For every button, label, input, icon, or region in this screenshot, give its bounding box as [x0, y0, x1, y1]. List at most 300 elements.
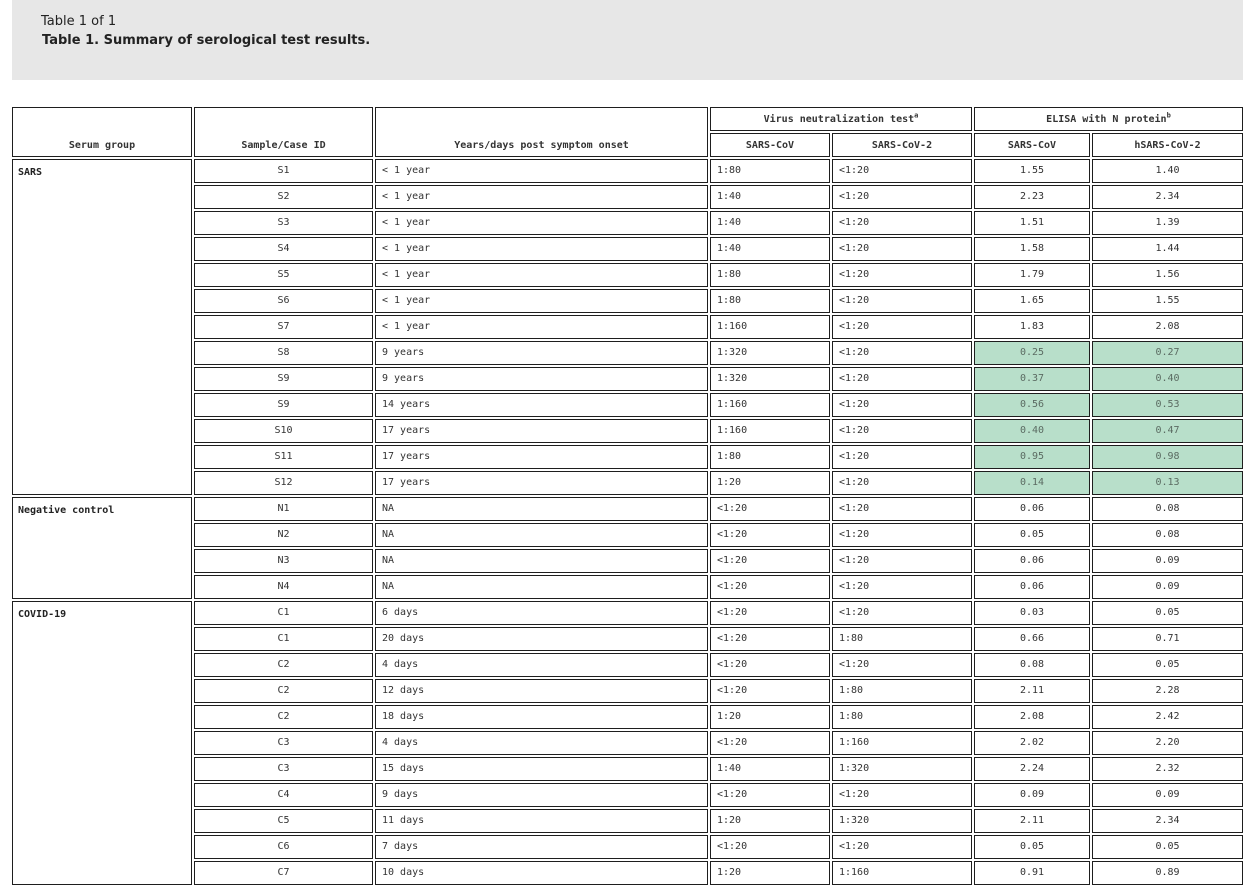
- cell-vnt-sars-cov-value: 1:20: [717, 477, 742, 488]
- cell-sample-id: [194, 601, 373, 625]
- cell-vnt-sars-cov: [710, 861, 830, 885]
- cell-vnt-sars-cov-2: [832, 601, 972, 625]
- cell-elisa-sars-cov-value: 0.40: [1019, 425, 1045, 436]
- cell-elisa-hsars-cov-2: [1092, 601, 1243, 625]
- cell-vnt-sars-cov: [710, 731, 830, 755]
- cell-vnt-sars-cov: [710, 575, 830, 599]
- cell-vnt-sars-cov-2: [832, 471, 972, 495]
- cell-vnt-sars-cov-value: <1:20: [717, 581, 748, 592]
- cell-elisa-hsars-cov-2: [1092, 861, 1243, 885]
- cell-elisa-sars-cov: [974, 653, 1090, 677]
- cell-sample-id-value: C2: [277, 685, 290, 696]
- cell-elisa-hsars-cov-2-value: 0.27: [1155, 347, 1180, 358]
- cell-time-post-onset-value: 15 days: [382, 763, 425, 774]
- cell-sample-id: [194, 705, 373, 729]
- cell-elisa-hsars-cov-2-value: 2.34: [1155, 815, 1180, 826]
- cell-elisa-hsars-cov-2-value: 0.09: [1155, 581, 1180, 592]
- cell-vnt-sars-cov: [710, 679, 830, 703]
- cell-elisa-hsars-cov-2-value: 2.20: [1155, 737, 1180, 748]
- cell-sample-id-value: C1: [277, 607, 290, 618]
- cell-elisa-hsars-cov-2-value: 0.08: [1155, 503, 1180, 514]
- cell-elisa-hsars-cov-2: [1092, 679, 1243, 703]
- cell-elisa-sars-cov-value: 2.11: [1019, 815, 1045, 826]
- cell-elisa-sars-cov-value: 2.02: [1019, 737, 1045, 748]
- cell-sample-id: [194, 263, 373, 287]
- cell-vnt-sars-cov-value: 1:160: [717, 425, 748, 436]
- cell-sample-id: [194, 445, 373, 469]
- cell-elisa-hsars-cov-2: [1092, 237, 1243, 261]
- cell-vnt-sars-cov-2-value: <1:20: [839, 269, 870, 280]
- cell-time-post-onset: [375, 653, 708, 677]
- cell-time-post-onset: [375, 835, 708, 859]
- cell-time-post-onset: [375, 315, 708, 339]
- cell-elisa-sars-cov-value: 0.09: [1019, 789, 1045, 800]
- cell-elisa-sars-cov-value: 1.83: [1019, 321, 1045, 332]
- cell-vnt-sars-cov-value: 1:160: [717, 321, 748, 332]
- cell-elisa-sars-cov: [974, 705, 1090, 729]
- cell-time-post-onset-value: NA: [382, 529, 395, 540]
- cell-vnt-sars-cov: [710, 185, 830, 209]
- col-group-elisa-label: ELISA with N protein: [1046, 114, 1167, 125]
- cell-time-post-onset: [375, 211, 708, 235]
- cell-elisa-sars-cov-value: 2.08: [1019, 711, 1045, 722]
- cell-time-post-onset-value: 11 days: [382, 815, 425, 826]
- cell-time-post-onset: [375, 731, 708, 755]
- serum-group-cell: [12, 159, 192, 495]
- cell-elisa-sars-cov: [974, 809, 1090, 833]
- cell-sample-id: [194, 185, 373, 209]
- col-header-vnt-sars-cov: [710, 133, 830, 157]
- col-header-elisa-sars-cov: [974, 133, 1090, 157]
- cell-elisa-sars-cov-value: 0.08: [1019, 659, 1045, 670]
- cell-vnt-sars-cov-2: [832, 159, 972, 183]
- cell-elisa-sars-cov-value: 0.95: [1019, 451, 1045, 462]
- footnote-b: b: [1166, 111, 1171, 120]
- cell-elisa-hsars-cov-2-value: 1.39: [1155, 217, 1180, 228]
- cell-vnt-sars-cov-value: <1:20: [717, 659, 748, 670]
- cell-sample-id-value: S2: [277, 191, 290, 202]
- cell-elisa-sars-cov-value: 1.51: [1019, 217, 1045, 228]
- cell-elisa-sars-cov-value: 0.06: [1019, 555, 1045, 566]
- cell-vnt-sars-cov-2-value: <1:20: [839, 659, 870, 670]
- cell-elisa-sars-cov-value: 1.58: [1019, 243, 1045, 254]
- cell-vnt-sars-cov-2: [832, 367, 972, 391]
- cell-elisa-hsars-cov-2-value: 1.44: [1155, 243, 1180, 254]
- cell-elisa-sars-cov-value: 1.65: [1019, 295, 1045, 306]
- cell-sample-id: [194, 653, 373, 677]
- cell-time-post-onset-value: 17 years: [382, 477, 431, 488]
- cell-sample-id: [194, 809, 373, 833]
- cell-vnt-sars-cov-2: [832, 445, 972, 469]
- cell-time-post-onset: [375, 419, 708, 443]
- cell-elisa-sars-cov-value: 0.66: [1019, 633, 1045, 644]
- cell-elisa-sars-cov-value: 1.55: [1019, 165, 1045, 176]
- cell-vnt-sars-cov-2-value: <1:20: [839, 295, 870, 306]
- cell-elisa-sars-cov: [974, 523, 1090, 547]
- cell-sample-id-value: N2: [277, 529, 290, 540]
- cell-elisa-sars-cov: [974, 315, 1090, 339]
- cell-time-post-onset-value: < 1 year: [382, 165, 431, 176]
- cell-sample-id-value: C3: [277, 737, 290, 748]
- cell-sample-id-value: S12: [274, 477, 293, 488]
- cell-elisa-hsars-cov-2: [1092, 315, 1243, 339]
- cell-time-post-onset-value: NA: [382, 503, 395, 514]
- cell-sample-id: [194, 757, 373, 781]
- cell-vnt-sars-cov: [710, 757, 830, 781]
- cell-sample-id: [194, 341, 373, 365]
- col-group-vnt-label: Virus neutralization test: [763, 114, 915, 125]
- cell-sample-id: [194, 731, 373, 755]
- cell-sample-id: [194, 315, 373, 339]
- cell-vnt-sars-cov-2-value: <1:20: [839, 789, 870, 800]
- cell-sample-id-value: S4: [277, 243, 290, 254]
- cell-vnt-sars-cov: [710, 393, 830, 417]
- cell-elisa-sars-cov: [974, 575, 1090, 599]
- col-header-elisa-hsars-cov-2-label: hSARS-CoV-2: [1134, 140, 1201, 151]
- cell-elisa-hsars-cov-2: [1092, 523, 1243, 547]
- cell-elisa-hsars-cov-2-value: 0.08: [1155, 529, 1180, 540]
- cell-time-post-onset: [375, 185, 708, 209]
- cell-elisa-sars-cov-value: 0.06: [1019, 503, 1045, 514]
- cell-vnt-sars-cov: [710, 601, 830, 625]
- cell-vnt-sars-cov-2-value: 1:320: [839, 763, 870, 774]
- cell-vnt-sars-cov: [710, 263, 830, 287]
- table-count: Table 1 of 1: [41, 14, 117, 29]
- cell-time-post-onset-value: 6 days: [382, 607, 419, 618]
- cell-elisa-hsars-cov-2: [1092, 653, 1243, 677]
- cell-elisa-hsars-cov-2: [1092, 263, 1243, 287]
- cell-elisa-hsars-cov-2-value: 0.05: [1155, 841, 1180, 852]
- cell-elisa-sars-cov: [974, 471, 1090, 495]
- serum-group-cell: [12, 601, 192, 885]
- cell-vnt-sars-cov: [710, 705, 830, 729]
- cell-elisa-hsars-cov-2: [1092, 419, 1243, 443]
- cell-time-post-onset: [375, 237, 708, 261]
- serum-group-label: Negative control: [18, 505, 115, 516]
- col-header-sample-id-label: Sample/Case ID: [241, 140, 326, 151]
- cell-vnt-sars-cov-2: [832, 627, 972, 651]
- cell-sample-id: [194, 211, 373, 235]
- cell-elisa-hsars-cov-2-value: 0.98: [1155, 451, 1180, 462]
- cell-elisa-hsars-cov-2: [1092, 341, 1243, 365]
- cell-vnt-sars-cov-2-value: <1:20: [839, 217, 870, 228]
- cell-vnt-sars-cov-2-value: <1:20: [839, 841, 870, 852]
- cell-elisa-hsars-cov-2: [1092, 705, 1243, 729]
- cell-vnt-sars-cov-value: 1:40: [717, 243, 742, 254]
- cell-time-post-onset-value: < 1 year: [382, 295, 431, 306]
- cell-elisa-hsars-cov-2-value: 0.05: [1155, 659, 1180, 670]
- cell-sample-id-value: C1: [277, 633, 290, 644]
- cell-elisa-hsars-cov-2-value: 0.71: [1155, 633, 1180, 644]
- cell-sample-id-value: C2: [277, 711, 290, 722]
- cell-time-post-onset-value: 17 years: [382, 451, 431, 462]
- cell-sample-id-value: C2: [277, 659, 290, 670]
- cell-time-post-onset-value: 7 days: [382, 841, 419, 852]
- cell-elisa-sars-cov: [974, 497, 1090, 521]
- cell-time-post-onset: [375, 159, 708, 183]
- cell-vnt-sars-cov-2-value: 1:80: [839, 633, 864, 644]
- table-header-panel: [12, 0, 1243, 80]
- col-header-vnt-sars-cov-2: [832, 133, 972, 157]
- cell-vnt-sars-cov-2-value: 1:80: [839, 711, 864, 722]
- cell-time-post-onset-value: < 1 year: [382, 217, 431, 228]
- col-header-sample-id: [194, 107, 373, 157]
- cell-vnt-sars-cov: [710, 367, 830, 391]
- col-header-elisa-hsars-cov-2: [1092, 133, 1243, 157]
- cell-vnt-sars-cov-value: 1:160: [717, 399, 748, 410]
- cell-sample-id: [194, 549, 373, 573]
- cell-sample-id-value: S3: [277, 217, 290, 228]
- cell-vnt-sars-cov-2: [832, 835, 972, 859]
- cell-time-post-onset: [375, 575, 708, 599]
- cell-time-post-onset-value: 17 years: [382, 425, 431, 436]
- cell-time-post-onset: [375, 549, 708, 573]
- cell-vnt-sars-cov-2-value: 1:160: [839, 867, 870, 878]
- cell-time-post-onset: [375, 705, 708, 729]
- cell-elisa-hsars-cov-2-value: 0.09: [1155, 555, 1180, 566]
- cell-elisa-hsars-cov-2-value: 0.09: [1155, 789, 1180, 800]
- cell-sample-id-value: C7: [277, 867, 290, 878]
- cell-time-post-onset-value: 4 days: [382, 659, 419, 670]
- cell-time-post-onset-value: NA: [382, 555, 395, 566]
- cell-elisa-sars-cov: [974, 731, 1090, 755]
- cell-elisa-hsars-cov-2-value: 1.56: [1155, 269, 1180, 280]
- cell-vnt-sars-cov-value: 1:40: [717, 191, 742, 202]
- cell-elisa-sars-cov: [974, 861, 1090, 885]
- cell-vnt-sars-cov-2: [832, 705, 972, 729]
- cell-elisa-hsars-cov-2: [1092, 289, 1243, 313]
- cell-sample-id: [194, 575, 373, 599]
- cell-time-post-onset-value: 4 days: [382, 737, 419, 748]
- cell-time-post-onset: [375, 471, 708, 495]
- cell-sample-id-value: S5: [277, 269, 290, 280]
- cell-vnt-sars-cov-2-value: <1:20: [839, 451, 870, 462]
- cell-sample-id-value: C4: [277, 789, 290, 800]
- cell-sample-id-value: C5: [277, 815, 290, 826]
- cell-vnt-sars-cov-2: [832, 809, 972, 833]
- cell-sample-id-value: S7: [277, 321, 290, 332]
- cell-elisa-hsars-cov-2-value: 2.32: [1155, 763, 1180, 774]
- cell-elisa-sars-cov: [974, 419, 1090, 443]
- cell-sample-id-value: S8: [277, 347, 290, 358]
- cell-elisa-sars-cov: [974, 549, 1090, 573]
- cell-vnt-sars-cov-2: [832, 315, 972, 339]
- cell-vnt-sars-cov-2-value: <1:20: [839, 321, 870, 332]
- cell-vnt-sars-cov: [710, 471, 830, 495]
- cell-elisa-sars-cov-value: 1.79: [1019, 269, 1045, 280]
- cell-time-post-onset: [375, 783, 708, 807]
- cell-vnt-sars-cov: [710, 289, 830, 313]
- cell-vnt-sars-cov-value: 1:20: [717, 815, 742, 826]
- cell-time-post-onset-value: 14 years: [382, 399, 431, 410]
- cell-vnt-sars-cov-2: [832, 237, 972, 261]
- cell-vnt-sars-cov-2-value: <1:20: [839, 191, 870, 202]
- cell-sample-id-value: S9: [277, 399, 290, 410]
- col-header-elisa-sars-cov-label: SARS-CoV: [1007, 140, 1057, 151]
- cell-vnt-sars-cov-2: [832, 211, 972, 235]
- cell-vnt-sars-cov-value: 1:320: [717, 347, 748, 358]
- cell-sample-id-value: N1: [277, 503, 290, 514]
- cell-sample-id: [194, 159, 373, 183]
- cell-vnt-sars-cov-value: 1:80: [717, 165, 742, 176]
- cell-elisa-sars-cov: [974, 185, 1090, 209]
- cell-elisa-sars-cov: [974, 835, 1090, 859]
- cell-vnt-sars-cov: [710, 783, 830, 807]
- cell-time-post-onset-value: < 1 year: [382, 243, 431, 254]
- cell-vnt-sars-cov-2-value: <1:20: [839, 503, 870, 514]
- cell-vnt-sars-cov-value: <1:20: [717, 841, 748, 852]
- cell-elisa-sars-cov: [974, 159, 1090, 183]
- cell-vnt-sars-cov-2: [832, 419, 972, 443]
- cell-vnt-sars-cov-value: 1:80: [717, 295, 742, 306]
- cell-time-post-onset: [375, 497, 708, 521]
- cell-time-post-onset-value: NA: [382, 581, 395, 592]
- cell-elisa-hsars-cov-2: [1092, 471, 1243, 495]
- cell-vnt-sars-cov-2: [832, 757, 972, 781]
- cell-elisa-hsars-cov-2: [1092, 783, 1243, 807]
- cell-sample-id-value: N3: [277, 555, 290, 566]
- cell-elisa-sars-cov: [974, 289, 1090, 313]
- cell-vnt-sars-cov-value: <1:20: [717, 555, 748, 566]
- cell-sample-id: [194, 393, 373, 417]
- serum-group-cell: [12, 497, 192, 599]
- cell-elisa-sars-cov: [974, 627, 1090, 651]
- cell-elisa-hsars-cov-2: [1092, 549, 1243, 573]
- cell-elisa-hsars-cov-2: [1092, 497, 1243, 521]
- cell-vnt-sars-cov: [710, 809, 830, 833]
- col-header-serum-group-label: Serum group: [68, 140, 136, 151]
- cell-vnt-sars-cov: [710, 445, 830, 469]
- cell-vnt-sars-cov: [710, 497, 830, 521]
- cell-vnt-sars-cov-2-value: <1:20: [839, 373, 870, 384]
- cell-vnt-sars-cov: [710, 159, 830, 183]
- cell-time-post-onset-value: < 1 year: [382, 269, 431, 280]
- cell-vnt-sars-cov-value: 1:80: [717, 451, 742, 462]
- cell-vnt-sars-cov-value: 1:80: [717, 269, 742, 280]
- cell-time-post-onset: [375, 627, 708, 651]
- cell-vnt-sars-cov-2-value: <1:20: [839, 399, 870, 410]
- cell-elisa-sars-cov-value: 0.91: [1019, 867, 1045, 878]
- cell-elisa-hsars-cov-2: [1092, 731, 1243, 755]
- col-header-serum-group: [12, 107, 192, 157]
- cell-sample-id-value: S6: [277, 295, 290, 306]
- cell-time-post-onset: [375, 263, 708, 287]
- cell-elisa-hsars-cov-2-value: 2.34: [1155, 191, 1180, 202]
- cell-vnt-sars-cov: [710, 237, 830, 261]
- col-header-time-post-onset: [375, 107, 708, 157]
- cell-elisa-sars-cov: [974, 211, 1090, 235]
- col-group-elisa: [974, 107, 1243, 131]
- cell-vnt-sars-cov-value: <1:20: [717, 503, 748, 514]
- cell-vnt-sars-cov-2-value: <1:20: [839, 243, 870, 254]
- cell-elisa-sars-cov: [974, 783, 1090, 807]
- cell-vnt-sars-cov: [710, 835, 830, 859]
- cell-vnt-sars-cov-2: [832, 393, 972, 417]
- cell-vnt-sars-cov-value: <1:20: [717, 685, 748, 696]
- cell-vnt-sars-cov-2: [832, 289, 972, 313]
- cell-vnt-sars-cov-2-value: 1:320: [839, 815, 870, 826]
- serum-group-label: COVID-19: [18, 609, 67, 620]
- cell-sample-id: [194, 237, 373, 261]
- cell-elisa-sars-cov-value: 0.14: [1019, 477, 1045, 488]
- cell-sample-id: [194, 627, 373, 651]
- col-header-time-post-onset-label: Years/days post symptom onset: [454, 140, 629, 151]
- cell-time-post-onset-value: 10 days: [382, 867, 425, 878]
- cell-vnt-sars-cov-2: [832, 523, 972, 547]
- cell-elisa-sars-cov-value: 2.11: [1019, 685, 1045, 696]
- cell-vnt-sars-cov-value: <1:20: [717, 789, 748, 800]
- cell-elisa-sars-cov: [974, 341, 1090, 365]
- cell-elisa-hsars-cov-2: [1092, 809, 1243, 833]
- cell-vnt-sars-cov: [710, 315, 830, 339]
- serum-group-label: SARS: [18, 167, 43, 178]
- cell-elisa-hsars-cov-2-value: 0.05: [1155, 607, 1180, 618]
- table-title: Table 1. Summary of serological test results.: [42, 33, 371, 48]
- cell-sample-id: [194, 679, 373, 703]
- cell-time-post-onset: [375, 601, 708, 625]
- cell-vnt-sars-cov: [710, 627, 830, 651]
- col-header-vnt-sars-cov-2-label: SARS-CoV-2: [871, 140, 933, 151]
- cell-time-post-onset-value: 9 days: [382, 789, 419, 800]
- cell-elisa-hsars-cov-2-value: 2.08: [1155, 321, 1180, 332]
- cell-vnt-sars-cov: [710, 549, 830, 573]
- cell-time-post-onset-value: 9 years: [382, 373, 425, 384]
- cell-sample-id: [194, 783, 373, 807]
- cell-vnt-sars-cov-2-value: <1:20: [839, 555, 870, 566]
- cell-elisa-hsars-cov-2-value: 0.53: [1155, 399, 1180, 410]
- cell-vnt-sars-cov-2-value: 1:80: [839, 685, 864, 696]
- cell-elisa-hsars-cov-2: [1092, 159, 1243, 183]
- cell-vnt-sars-cov-2: [832, 575, 972, 599]
- cell-elisa-hsars-cov-2-value: 0.47: [1155, 425, 1180, 436]
- cell-elisa-hsars-cov-2: [1092, 835, 1243, 859]
- cell-vnt-sars-cov: [710, 653, 830, 677]
- cell-vnt-sars-cov: [710, 341, 830, 365]
- cell-vnt-sars-cov-2: [832, 497, 972, 521]
- cell-vnt-sars-cov: [710, 523, 830, 547]
- cell-vnt-sars-cov-2: [832, 263, 972, 287]
- cell-sample-id-value: N4: [277, 581, 290, 592]
- cell-elisa-hsars-cov-2-value: 1.55: [1155, 295, 1180, 306]
- col-group-virus-neutralization: [710, 107, 972, 131]
- cell-elisa-hsars-cov-2-value: 0.89: [1155, 867, 1180, 878]
- cell-elisa-hsars-cov-2-value: 2.42: [1155, 711, 1180, 722]
- cell-vnt-sars-cov-value: 1:40: [717, 763, 742, 774]
- cell-vnt-sars-cov-2-value: <1:20: [839, 477, 870, 488]
- cell-elisa-sars-cov-value: 0.05: [1019, 841, 1045, 852]
- col-header-vnt-sars-cov-label: SARS-CoV: [745, 140, 795, 151]
- cell-vnt-sars-cov-2-value: <1:20: [839, 425, 870, 436]
- cell-elisa-sars-cov-value: 2.24: [1019, 763, 1045, 774]
- cell-elisa-sars-cov: [974, 367, 1090, 391]
- cell-vnt-sars-cov-2-value: <1:20: [839, 607, 870, 618]
- cell-time-post-onset: [375, 341, 708, 365]
- cell-sample-id: [194, 835, 373, 859]
- cell-vnt-sars-cov-2: [832, 783, 972, 807]
- cell-sample-id-value: C6: [277, 841, 290, 852]
- cell-elisa-sars-cov: [974, 237, 1090, 261]
- cell-elisa-sars-cov: [974, 393, 1090, 417]
- footnote-a: a: [914, 111, 919, 120]
- cell-elisa-hsars-cov-2: [1092, 445, 1243, 469]
- cell-elisa-hsars-cov-2: [1092, 367, 1243, 391]
- cell-elisa-hsars-cov-2-value: 0.40: [1155, 373, 1180, 384]
- cell-time-post-onset-value: < 1 year: [382, 321, 431, 332]
- cell-elisa-hsars-cov-2: [1092, 393, 1243, 417]
- cell-vnt-sars-cov-value: <1:20: [717, 529, 748, 540]
- cell-vnt-sars-cov-2: [832, 679, 972, 703]
- cell-vnt-sars-cov-2: [832, 731, 972, 755]
